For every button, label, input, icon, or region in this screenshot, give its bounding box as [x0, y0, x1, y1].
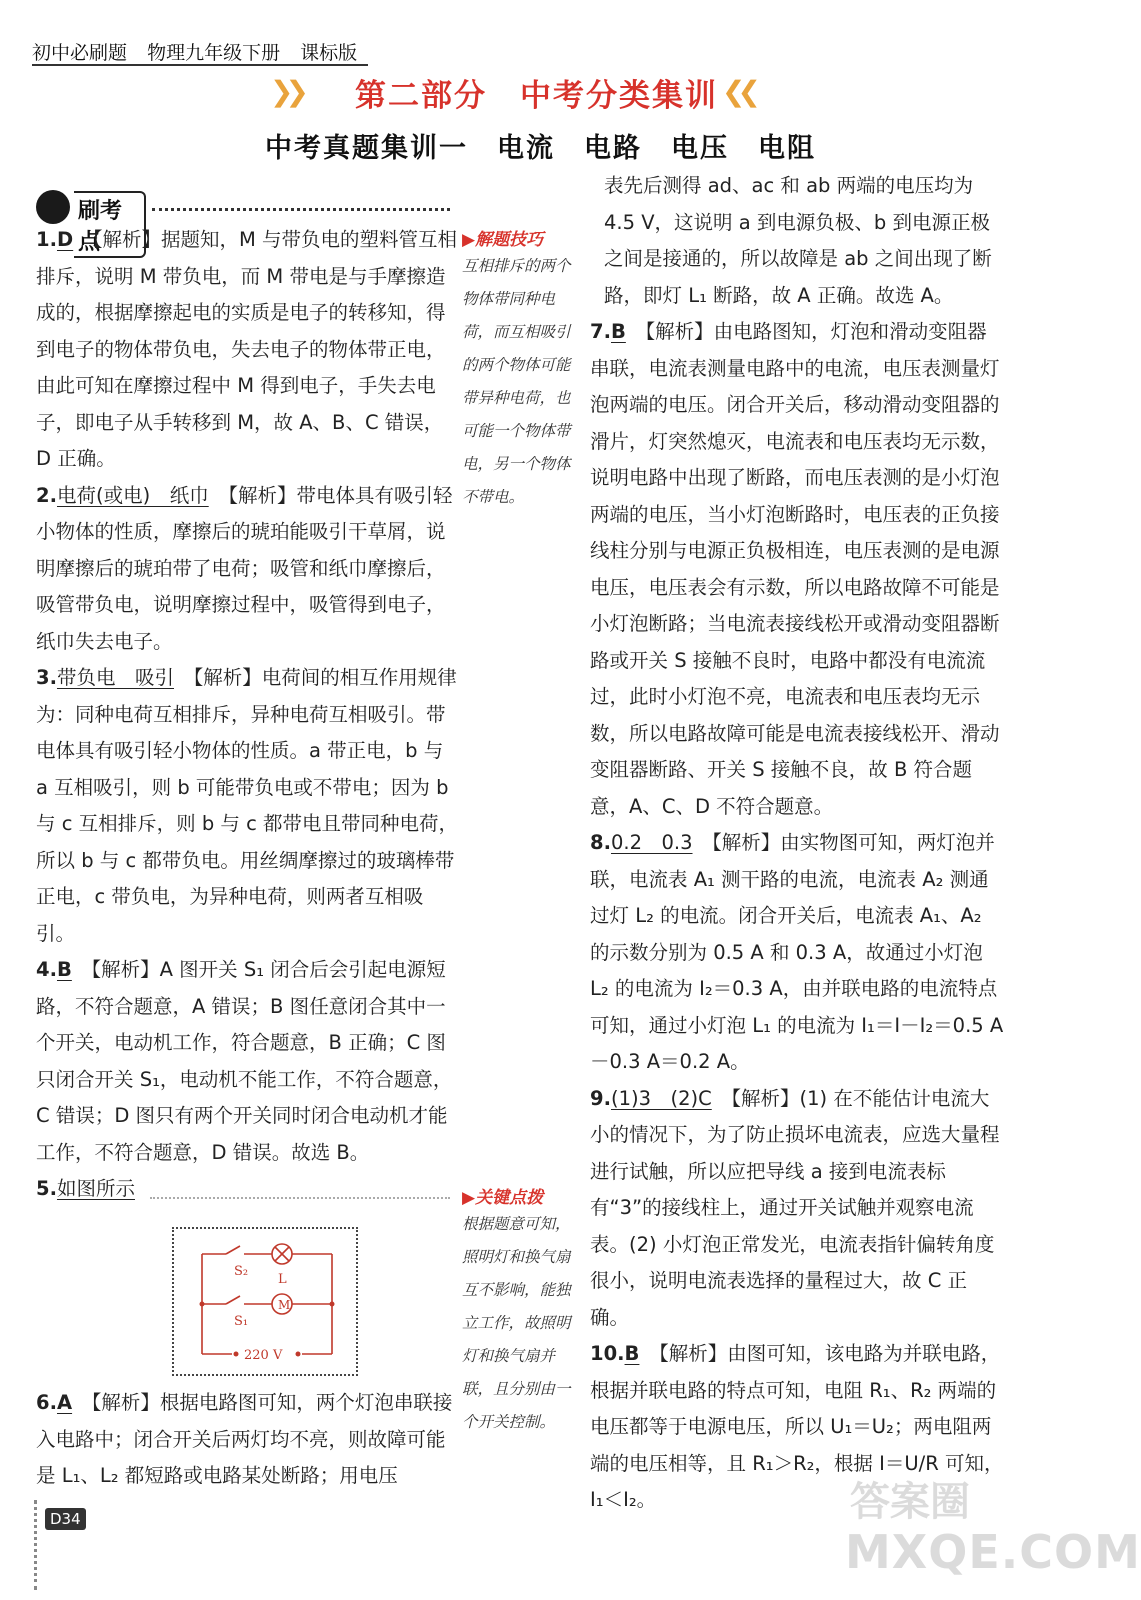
section-badge [36, 190, 146, 255]
triangle-arrow-icon: ▶ [462, 230, 476, 250]
watermark-logo: 答案圈 [850, 1479, 970, 1525]
answer-leader-dots [150, 1197, 450, 1199]
header-underline [32, 64, 368, 66]
side-note-title: 关键点拨 [475, 1188, 544, 1208]
side-note-key-points [462, 1183, 577, 1439]
right-chevron-icon: ❮❮ [722, 75, 753, 108]
series-name: 初中必刷题 [32, 42, 128, 64]
switch-2-label: S₂ [234, 1264, 249, 1279]
right-column [590, 168, 1005, 1519]
question-10: 10.B 【解析】由图可知，该电路为并联电路，根据并联电路的特点可知，电阻 R₁、R₂ 两端的电压都等于电源电压，所以 U₁＝U₂；两电阻两端的电压相等，且 R₁＞R₂，根据 I＝U/R 可知，I₁＜I₂。 [590, 1342, 1004, 1511]
question-9: 9.(1)3 (2)C 【解析】(1) 在不能估计电流大小的情况下，为了防止损坏电流表，应选大量程进行试触，所以应把导线 a 接到电流表标有“3”的接线柱上，通过开关试触并观察电流表。(2) 小灯泡正常发光，电流表指针偏转角度很小，说明电流表选择的量程过大，故 C 正确。 [590, 1086, 1000, 1329]
section-subtitle: 中考真题集训一 电流 电路 电压 电阻 [265, 133, 816, 164]
question-8: 8.0.2 0.3 【解析】由实物图可知，两灯泡并联，电流表 A₁ 测干路的电流，电流表 A₂ 测通过灯 L₂ 的电流。闭合开关后，电流表 A₁、A₂ 的示数分别为 0.5 A 和 0.3 A，故通过小灯泡 L₂ 的电流为 I₂＝0.3 A，由并联电路的电流特点可知，通过小灯泡 L₁ 的电流为 I₁＝I－I₂＝0.5 A－0.3 A＝0.2 A。 [590, 831, 1004, 1073]
question-6-continued: 表先后测得 ad、ac 和 ab 两端的电压均为 4.5 V，这说明 a 到电源负极、b 到电源正极之间是接通的，所以故障是 ab 之间出现了断路，即灯 L₁ 断路，故 A 正确。故选 A。 [604, 174, 992, 307]
side-note-text: 互相排斥的两个物体带同种电荷，而互相吸引的两个物体可能带异种电荷，也可能一个物体带电，另一个物体不带电。 [462, 257, 571, 506]
subject-name: 物理九年级下册 [147, 42, 281, 64]
left-chevron-icon: ❯❯ [270, 75, 301, 108]
voltage-label: 220 V [244, 1348, 283, 1363]
left-column [36, 222, 458, 1208]
footer-margin-line [34, 1500, 40, 1590]
question-2: 2.电荷(或电) 纸巾 【解析】带电体具有吸引轻小物体的性质，摩擦后的琥珀能吸引干草屑，说明摩擦后的琥珀带了电荷；吸管和纸巾摩擦后，吸管带负电，说明摩擦过程中，吸管得到电子，纸巾失去电子。 [36, 483, 453, 653]
side-note-title: 解题技巧 [475, 230, 544, 250]
side-note-text: 根据题意可知，照明灯和换气扇互不影响，能独立工作，故照明灯和换气扇并联，且分别由一个开关控制。 [462, 1215, 571, 1431]
motor-label: M [278, 1298, 291, 1312]
section-label: 刷考点 [74, 191, 146, 258]
switch-1-label: S₁ [234, 1314, 249, 1329]
pencil-icon [36, 190, 70, 224]
question-4: 4.B 【解析】A 图开关 S₁ 闭合后会引起电源短路，不符合题意，A 错误；B 图任意闭合其中一个开关，电动机工作，符合题意，B 正确；C 图只闭合开关 S₁，电动机不能工作，不符合题意，C 错误；D 图只有两个开关同时闭合电动机才能工作，不符合题意，D 错误。故选 B。 [36, 958, 453, 1164]
question-1: 1.D 【解析】据题知，M 与带负电的塑料管互相排斥，说明 M 带负电，而 M 带电是与手摩擦造成的，根据摩擦起电的实质是电子的转移知，得到电子的物体带负电，失去电子的物体带正电，由此可知在摩擦过程中 M 得到电子，手失去电子，即电子从手转移到 M，故 A、B、C 错误，D 正确。 [36, 228, 457, 470]
page-number: D34 [45, 1508, 86, 1530]
section-divider [152, 208, 450, 211]
question-6: 6.A 【解析】根据电路图可知，两个灯泡串联接入电路中；闭合开关后两灯均不亮，则故障可能是 L₁、L₂ 都短路或电路某处断路；用电压 [36, 1391, 453, 1487]
lamp-label: L [278, 1272, 287, 1287]
left-column-bottom [36, 1385, 458, 1495]
question-3: 3.带负电 吸引 【解析】电荷间的相互作用规律为：同种电荷互相排斥，异种电荷互相吸引。带电体具有吸引轻小物体的性质。a 带正电，b 与 a 互相吸引，则 b 可能带负电或不带电；因为 b 与 c 互相排斥，则 b 与 c 都带电且带同种电荷，所以 b 与 c 都带负电。用丝绸摩擦过的玻璃棒带正电，c 带负电，为异种电荷，则两者互相吸引。 [36, 666, 459, 945]
part-title: 第二部分 中考分类集训 [355, 78, 718, 114]
side-note-tips [462, 225, 577, 514]
circuit-svg [174, 1229, 356, 1374]
edition-name: 课标版 [300, 42, 358, 64]
question-5: 5.如图所示 [36, 1177, 135, 1200]
circuit-diagram [172, 1227, 358, 1376]
triangle-arrow-icon: ▶ [462, 1188, 476, 1208]
running-header [32, 38, 371, 65]
question-7: 7.B 【解析】由电路图知，灯泡和滑动变阻器串联，电流表测量电路中的电流，电压表测量灯泡两端的电压。闭合开关后，移动滑动变阻器的滑片，灯突然熄灭，电流表和电压表均无示数，说明电路中出现了断路，而电压表测的是小灯泡两端的电压，当小灯泡断路时，电压表的正负接线柱分别与电源正负极相连，电压表测的是电源电压，电压表会有示数，所以电路故障不可能是小灯泡断路；当电流表接线松开或滑动变阻器断路或开关 S 接触不良时，电路中都没有电流流过，此时小灯泡不亮，电流表和电压表均无示数，所以电路故障可能是电流表接线松开、滑动变阻器断路、开关 S 接触不良，故 B 符合题意，A、C、D 不符合题意。 [590, 320, 1000, 818]
watermark-url: MXQE.COM [845, 1525, 1141, 1579]
